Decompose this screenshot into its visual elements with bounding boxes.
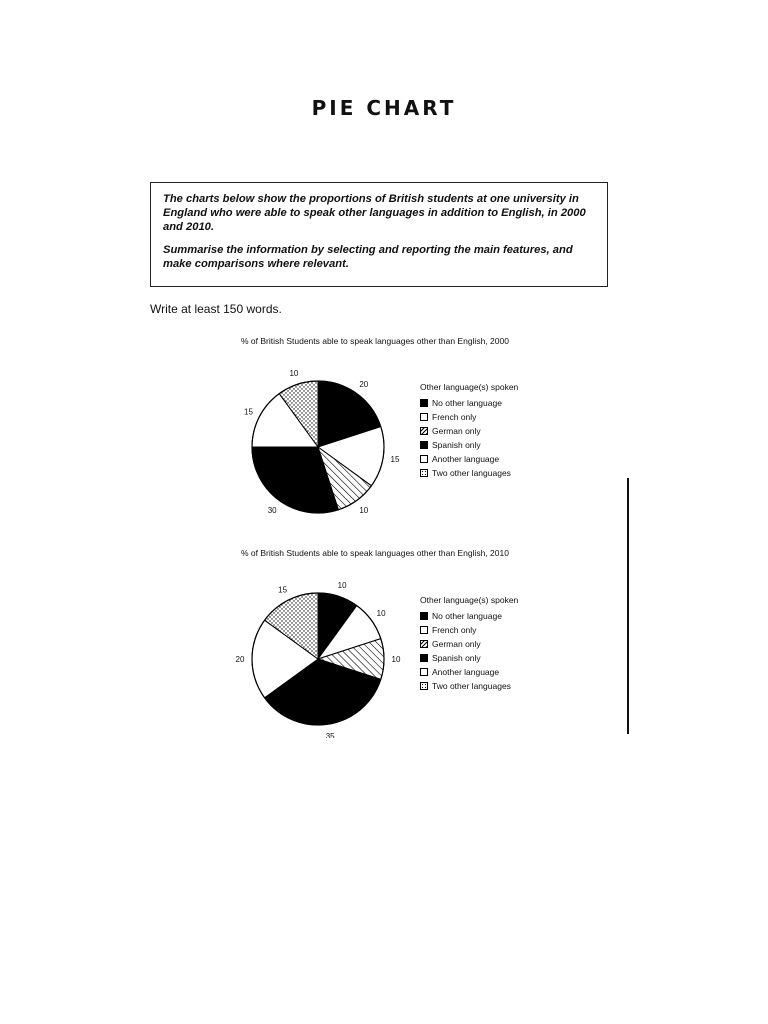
- chart-legend: [420, 595, 518, 693]
- chart-title: % of British Students able to speak languages other than English, 2000: [241, 336, 509, 346]
- legend-item: [420, 651, 518, 665]
- legend-label: French only: [432, 412, 477, 422]
- slice-value-label: 20: [359, 379, 369, 389]
- chart-title: % of British Students able to speak languages other than English, 2010: [241, 548, 509, 558]
- legend-label: German only: [432, 639, 481, 649]
- legend-swatch: [420, 640, 428, 648]
- legend-label: French only: [432, 625, 477, 635]
- legend-title: Other language(s) spoken: [420, 382, 519, 392]
- pie-chart-2010: [225, 548, 545, 748]
- legend-swatch: [420, 469, 428, 477]
- task-description: The charts below show the proportions of British students at one university in England who were able to speak other languages in addition to English, in 2000 and 2010.: [163, 193, 586, 233]
- legend-label: Spanish only: [432, 653, 481, 663]
- task-instruction: Summarise the information by selecting and reporting the main features, and make comparisons where relevant.: [163, 244, 573, 270]
- legend-item: [420, 438, 518, 452]
- scan-edge-line: [627, 478, 629, 734]
- legend-item: [420, 410, 518, 424]
- legend-item: [420, 609, 518, 623]
- pie-plot: [225, 548, 425, 738]
- pie-plot: [225, 336, 425, 526]
- legend-item: [420, 396, 518, 410]
- legend-swatch: [420, 399, 428, 407]
- task-box: [150, 182, 608, 287]
- legend-item: [420, 466, 518, 480]
- slice-value-label: 30: [267, 506, 277, 516]
- legend-label: German only: [432, 426, 481, 436]
- legend-swatch: [420, 441, 428, 449]
- legend-item: [420, 424, 518, 438]
- slice-value-label: 10: [289, 368, 299, 378]
- legend-swatch: [420, 455, 428, 463]
- legend-swatch: [420, 668, 428, 676]
- slice-value-label: 20: [235, 655, 245, 664]
- legend-label: Two other languages: [432, 468, 511, 478]
- slice-value-label: 15: [278, 585, 288, 595]
- slice-value-label: 15: [390, 455, 400, 465]
- legend-swatch: [420, 413, 428, 421]
- legend-label: No other language: [432, 398, 502, 408]
- legend-item: [420, 665, 518, 679]
- legend-item: [420, 679, 518, 693]
- pie-chart-2000: [225, 336, 545, 536]
- legend-label: Spanish only: [432, 440, 481, 450]
- chart-legend: [420, 382, 518, 480]
- slice-value-label: 10: [359, 506, 369, 516]
- legend-swatch: [420, 612, 428, 620]
- legend-label: Two other languages: [432, 681, 511, 691]
- legend-swatch: [420, 682, 428, 690]
- slice-value-label: 10: [376, 609, 386, 619]
- slice-value-label: 10: [337, 580, 347, 590]
- word-count-note: Write at least 150 words.: [150, 302, 282, 316]
- legend-label: No other language: [432, 611, 502, 621]
- legend-swatch: [420, 654, 428, 662]
- legend-item: [420, 623, 518, 637]
- legend-title: Other language(s) spoken: [420, 595, 519, 605]
- legend-item: [420, 452, 518, 466]
- slice-value-label: 35: [325, 732, 335, 738]
- legend-label: Another language: [432, 454, 500, 464]
- slice-value-label: 10: [391, 655, 401, 664]
- legend-swatch: [420, 626, 428, 634]
- legend-label: Another language: [432, 667, 500, 677]
- legend-item: [420, 637, 518, 651]
- slice-value-label: 15: [244, 407, 253, 417]
- legend-swatch: [420, 427, 428, 435]
- page-title: PIE CHART: [311, 96, 457, 120]
